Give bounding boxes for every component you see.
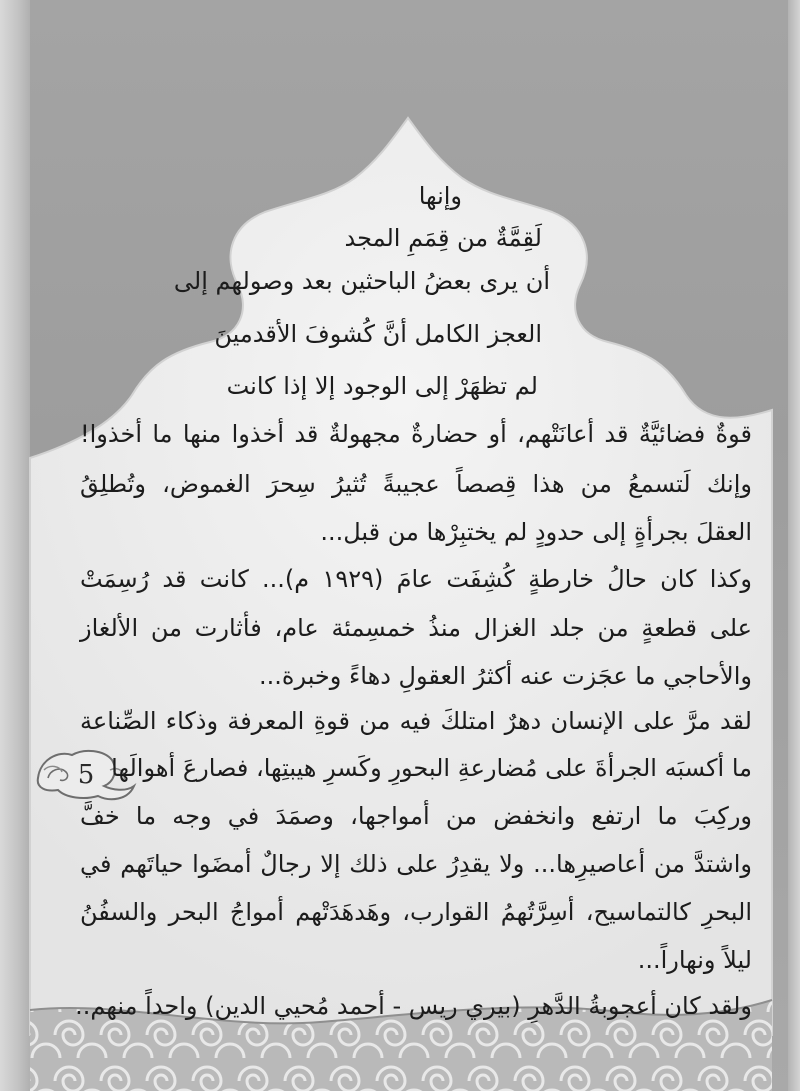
body-line: العقلَ بجرأةٍ إلى حدودٍ لم يختبِرْها من قبل... (320, 518, 752, 546)
body-line: على قطعةٍ من جلد الغزال منذُ خمسِمئة عام، فأثارت من الألغاز (80, 614, 752, 642)
intro-line: أن يرى بعضُ الباحثين بعد وصولهم إلى (173, 267, 550, 295)
page-number: 5 (77, 760, 95, 790)
body-line: ما أكسبَه الجرأةَ على مُضارعةِ البحورِ وكَسرِ هيبتِها، فصارعَ أهوالَها (111, 754, 752, 782)
body-line: والأحاجي ما عجَزت عنه أكثرُ العقولِ دهاءً وخبرة... (258, 662, 752, 690)
body-line: وإنك لَتسمعُ من هذا قِصصاً عجيبةً تُثيرُ سِحرَ الغموض، وتُطلِقُ (80, 470, 752, 498)
body-line: ليلاً ونهاراً... (637, 946, 752, 974)
body-line: قوةٌ فضائيَّةٌ قد أعانَتْهم، أو حضارةٌ مجهولةٌ قد أخذوا منها ما أخذوا! (80, 420, 752, 448)
body-line: وكذا كان حالُ خارطةٍ كُشِفَت عامَ (١٩٢٩ م)... كانت قد رُسِمَتْ (80, 565, 752, 593)
body-line: واشتدَّ من أعاصيرِها... ولا يقدِرُ على ذلك إلا رجالٌ أمضَوا حياتَهم في (80, 850, 752, 878)
intro-line: لَقِمَّةٌ من قِمَمِ المجد (344, 224, 542, 252)
intro-line: لم تظهَرْ إلى الوجود إلا إذا كانت (226, 372, 538, 400)
body-line: البحرِ كالتماسيح، أسِرَّتُهمُ القوارب، وهَدهَدَتْهم أمواجُ البحر والسفُنُ (80, 898, 752, 926)
body-line: لقد مرَّ على الإنسان دهرٌ امتلكَ فيه من قوةِ المعرفة وذكاء الصِّناعة (80, 707, 752, 735)
body-line: وركِبَ ما ارتفع وانخفض من أمواجها، وصمَدَ في وجه ما خفَّ (80, 802, 752, 830)
body-line: ولقد كان أعجوبةُ الدَّهرِ (بيري ريس - أحمد مُحيي الدين) واحداً منهم.. (75, 992, 752, 1020)
intro-line: وإنها (418, 182, 462, 210)
intro-line: العجز الكامل أنَّ كُشوفَ الأقدمينَ (214, 320, 542, 348)
